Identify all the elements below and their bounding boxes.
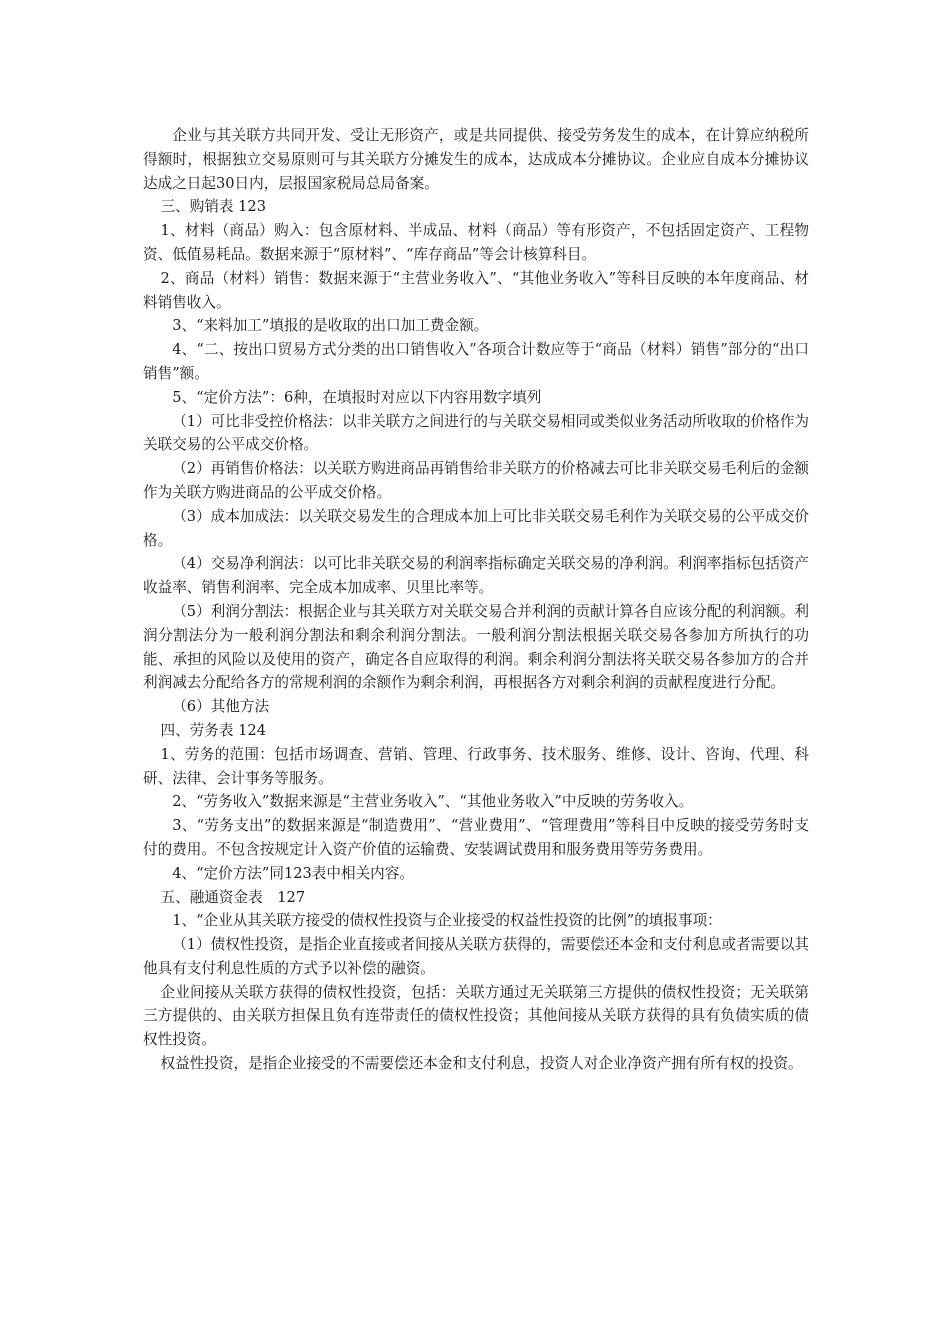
paragraph-service-expense: 3、“劳务支出”的数据来源是“制造费用”、“营业费用”、“管理费用”等科目中反映的接受劳务时支付的费用。不包含按规定计入资产价值的运输费、安装调试费用和服务费用等劳务费用。 <box>143 817 809 858</box>
paragraph-method-1: （1）可比非受控价格法：以非关联方之间进行的与关联交易相同或类似业务活动所收取的价格作为关联交易的公平成交价格。 <box>143 412 810 454</box>
paragraph-method-4: （4）交易净利润法：以可比非关联交易的利润率指标确定关联交易的净利润。利润率指标包括资产收益率、销售利润率、完全成本加成率、贝里比率等。 <box>143 555 810 597</box>
paragraph-cost-sharing: 企业与其关联方共同开发、受让无形资产，或是共同提供、接受劳务发生的成本，在计算应纳税所得额时，根据独立交易原则可与其关联方分摊发生的成本，达成成本分摊协议。企业应自成本分摊协议达成之日起30日内，层报国家税局总局备案。 <box>143 127 809 192</box>
paragraph-processing: 3、“来料加工”填报的是收取的出口加工费金额。 <box>172 317 489 335</box>
paragraph-method-2: （2）再销售价格法：以关联方购进商品再销售给非关联方的价格减去可比非关联交易毛利后的金额作为关联方购进商品的公平成交价格。 <box>143 460 810 501</box>
heading-financing-table: 五、融通资金表 127 <box>160 888 306 906</box>
heading-purchase-sales-table: 三、购销表 123 <box>160 198 266 216</box>
paragraph-debt-investment: （1）债权性投资，是指企业直接或者间接从关联方获得的，需要偿还本金和支付利息或者需要以其他具有支付利息性质的方式予以补偿的融资。 <box>143 936 810 977</box>
document-body <box>143 124 809 1076</box>
paragraph-service-income: 2、“劳务收入”数据来源是“主营业务收入”、“其他业务收入”中反映的劳务收入。 <box>172 793 694 811</box>
heading-service-table: 四、劳务表 124 <box>160 721 266 739</box>
paragraph-export-sales: 4、“二、按出口贸易方式分类的出口销售收入”各项合计数应等于“商品（材料）销售”部分的“出口销售”额。 <box>143 341 809 382</box>
paragraph-pricing-methods: 5、“定价方法”：6种，在填报时对应以下内容用数字填列 <box>172 388 542 406</box>
paragraph-material-purchase: 1、材料（商品）购入：包含原材料、半成品、材料（商品）等有形资产，不包括固定资产、工程物资、低值易耗品。数据来源于“原材料”、“库存商品”等会计核算科目。 <box>143 222 809 263</box>
paragraph-goods-sales: 2、商品（材料）销售：数据来源于“主营业务收入”、“其他业务收入”等科目反映的本年度商品、材料销售收入。 <box>143 269 809 311</box>
paragraph-method-6: （6）其他方法 <box>172 698 270 716</box>
paragraph-equity-investment: 权益性投资，是指企业接受的不需要偿还本金和支付利息，投资人对企业净资产拥有所有权的投资。 <box>160 1055 803 1073</box>
paragraph-method-3: （3）成本加成法：以关联交易发生的合理成本加上可比非关联交易毛利作为关联交易的公平成交价格。 <box>143 507 810 549</box>
paragraph-service-pricing: 4、“定价方法”同123表中相关内容。 <box>172 864 414 882</box>
paragraph-debt-equity-ratio: 1、“企业从其关联方接受的债权性投资与企业接受的权益性投资的比例”的填报事项： <box>172 912 722 930</box>
paragraph-method-5: （5）利润分割法：根据企业与其关联方对关联交易合并利润的贡献计算各自应该分配的利润额。利润分割法分为一般利润分割法和剩余利润分割法。一般利润分割法根据关联交易各参加方所执行的功能、承担的风险以及使用的资产，确定各自应取得的利润。剩余利润分割法将关联交易各参加方的合并利润减去分配给各方的常规利润的余额作为剩余利润，再根据各方对剩余利润的贡献程度进行分配。 <box>143 602 810 692</box>
paragraph-indirect-debt: 企业间接从关联方获得的债权性投资，包括：关联方通过无关联第三方提供的债权性投资；无关联第三方提供的、由关联方担保且负有连带责任的债权性投资；其他间接从关联方获得的具有负债实质的债权性投资。 <box>143 983 809 1049</box>
paragraph-service-scope: 1、劳务的范围：包括市场调查、营销、管理、行政事务、技术服务、维修、设计、咨询、代理、科研、法律、会计事务等服务。 <box>143 745 809 787</box>
